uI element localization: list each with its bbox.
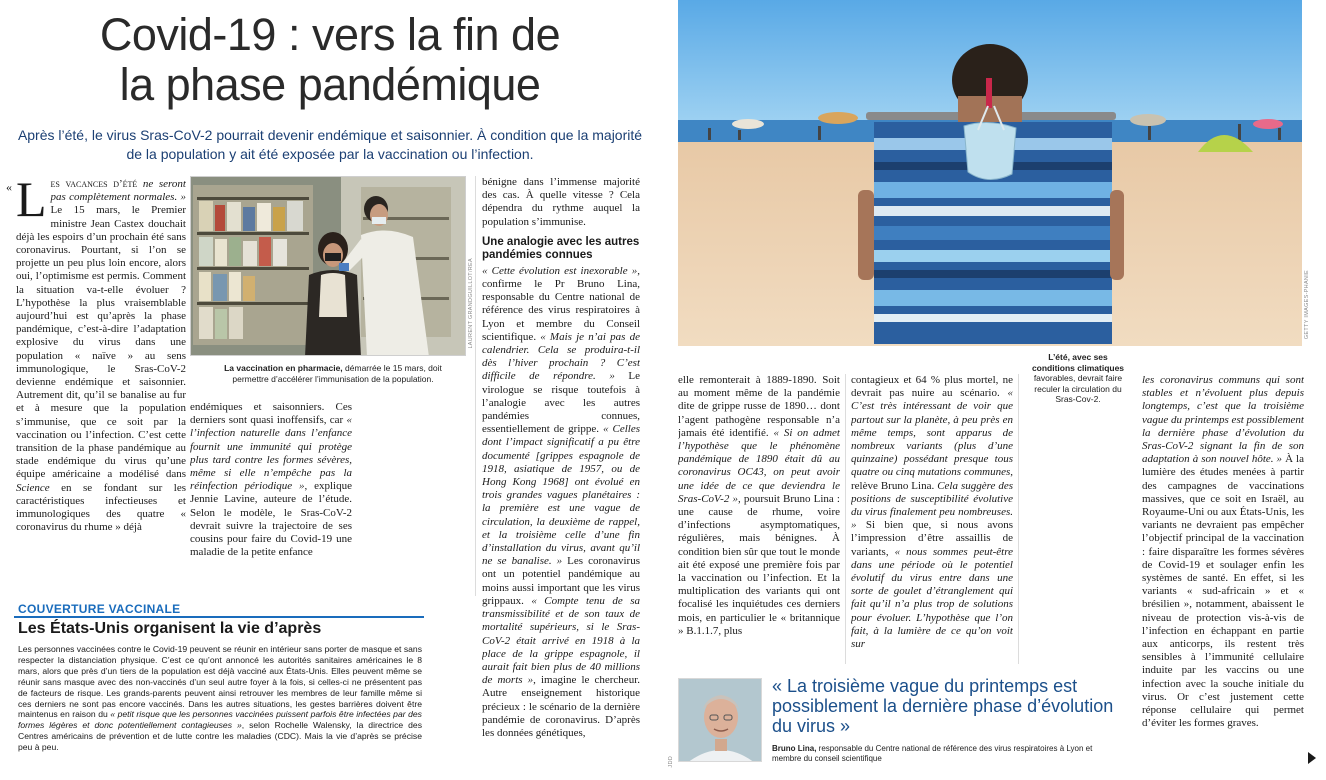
subhead-analogie: Une analogie avec les autres pandémies connues [482, 235, 640, 261]
pull-quote-attribution [772, 744, 1112, 764]
beach-caption-text: favorables, devrait faire reculer la circulation du Sras-Cov-2. [1033, 373, 1123, 404]
body-column-6-text: les coronavirus communs qui sont stables et n’évoluent plus depuis longtemps, c’est que la troisième vague du printemps est possiblement la dernière phase d’évolution du Sras-CoV-2 signant la fin de son adaptation à son nouvel hôte. » À la lumière des études menées à partir des campagnes de vaccinations massives, que ce soit en Israël, au Royaume-Uni ou aux États-Unis, les variants ne devraient pas empêcher l’objectif principal de la vaccination : faire disparaître les formes sévères de Covid-19 et soulager enfin les systèmes de santé. En effet, si les variants « sud-africain » et « brésilien », notamment, abaissent le niveau de protection vis-à-vis de l’infection en échappant en partie aux anticorps, ils restent très sensibles à l’immunité cellulaire induite par les vaccins ou une infection avec la souche initiale du virus. Or c’est justement cette réponse cellulaire qui permet d’éviter les formes graves. [1142, 374, 1304, 730]
body-column-2 [190, 401, 352, 575]
body-column-3-intro: bénigne dans l’immense majorité des cas. À quelle vitesse ? Cela dépendra du rythme auquel la population s’immunise. [482, 176, 640, 228]
column-rule [1018, 374, 1019, 664]
body-column-1-text: es vacances d’été ne seront pas complètement normales. » Le 15 mars, le Premier ministre Jean Castex douchait déjà les espoirs d’un prochain été sans coronavirus. Pourtant, si l’on se projette un peu plus loin encore, alors oui, l’optimisme est permis. Comment la situation va-t-elle évoluer ? L’hypothèse la plus vraisemblable aujourd’hui est qu’après la phase pandémique, c’est-à-dire l’adaptation explosive du virus dans une population « naïve » au sens immunologique, le Sras-CoV-2 devienne endémique et saisonnier. Autrement dit, qu’il se banalise au fur et à mesure que la population s’immunise, que ce soit par la vaccination ou l’infection. C’est cette transition de la phase pandémique au stade endémique du virus qu’une équipe américaine a modélisé dans Science en se fondant sur les caractéristiques infectieuses et immunologiques des quatre « coronavirus du rhume » déjà [16, 178, 186, 534]
body-column-5-text: contagieux et 64 % plus mortel, ne devrait pas nuire au scénario. « C’est très intéressant de voir que partout sur la planète, à peu près en même temps, sont apparus de nombreux variants (plus d’une quinzaine) possédant presque tous quatre ou cinq mutations communes, relève Bruno Lina. Cela suggère des positions de susceptibilité évolutive du virus finalement peu nombreuses. » Si bien que, si nous avons l’impression d’être assaillis de variants, « nous sommes peut-être dans une période où le potentiel évolutif du virus entre dans une sorte de goulet d’étranglement qui fait qu’il n’a plus trop de solutions pour évoluer. L’hypothèse que l’on fait, à la lumière de ce qu’on voit sur [851, 374, 1013, 651]
body-column-4 [678, 374, 840, 664]
drop-cap: L [16, 178, 47, 227]
body-column-3 [482, 176, 640, 772]
pharmacy-caption-bold: La vaccination en pharmacie, [224, 363, 343, 373]
pull-quote-text: « La troisième vague du printemps est possiblement la dernière phase d’évolution du virus » [772, 676, 1114, 736]
pharmacy-caption-text: démarrée le 15 mars, doit permettre d’accélérer l’immunisation de la population. [232, 363, 442, 384]
pull-quote-name: Bruno Lina, [772, 744, 817, 753]
beach-caption-bold: L’été, avec ses conditions climatiques [1031, 352, 1125, 373]
box-title: Les États-Unis organisent la vie d’après [18, 620, 322, 637]
pull-quote-block [678, 674, 1118, 774]
bruno-lina-portrait [678, 678, 762, 762]
body-column-5 [851, 374, 1013, 664]
box-text: Les personnes vaccinées contre le Covid-19 peuvent se réunir en intérieur sans porter de masque et sans respecter la distanciation physique. C’est ce qu’ont annoncé les autorités sanitaires américaines le 8 mars, alors que près d’un tiers de la population est déjà vacciné aux États-Unis. Elles peuvent même se réunir sans masque avec des non-vaccinés d’un seul autre foyer à la fois, si celles-ci ne présentent pas de facteurs de risque. Les grands-parents peuvent ainsi retrouver les membres de leur famille même si ces derniers ne sont pas encore vaccinés. Dans les autres situations, les gestes barrières doivent être maintenus en raison du « petit risque que les personnes vaccinées puissent parfois être infectées par des formes légères et donc potentiellement contagieuses », selon Rochelle Walensky, la directrice des Centres américains de prévention et de lutte contre les maladies (CDC). Mais la vie d’après se précise peu à peu. [18, 644, 422, 753]
column-rule [845, 374, 846, 664]
beach-photo-caption [1028, 352, 1128, 405]
box-divider [14, 616, 424, 618]
pharmacy-photo-caption [208, 363, 458, 384]
body-column-2-text: endémiques et saisonniers. Ces derniers sont quasi inoffensifs, car « l’infection naturelle dans l’enfance fournit une immunité qui protège plus tard contre les formes sévères, même si elle n’empêche pas la réinfection périodique », explique Jennie Lavine, auteure de l’étude. Selon le modèle, le Sras-CoV-2 devrait suivre la trajectoire de ses cousins pour faire du Covid-19 une maladie de la petite enfance [190, 401, 352, 559]
box-kicker: COUVERTURE VACCINALE [18, 602, 181, 616]
pharmacy-photo [190, 176, 466, 356]
column-rule [475, 176, 476, 596]
opening-quote-mark: « [6, 180, 12, 194]
article-headline [20, 10, 640, 110]
body-column-3-text: « Cette évolution est inexorable », confirme le Pr Bruno Lina, responsable du Centre national de référence des virus respiratoires à Lyon et membre du Conseil scientifique. « Mais je n’ai pas de calendrier. Cela se produira-t-il dès l’hiver prochain ? C’est difficile de répondre. » Le virologue se risque toutefois à l’analogie avec les autres pandémies connues, essentiellement de grippe. « Celles dont l’impact significatif a pu être documenté [grippes espagnole de 1918, asiatique de 1957, ou de Hong Kong 1968] ont évolué en trois grandes vagues planétaires : la première est une vague de circulation, la deuxième de rappel, et la troisième celle d’une fin d’installation du virus, avant qu’il ne se banalise. » Les coronavirus ont un potentiel pandémique au moins aussi important que les virus grippaux. « Compte tenu de sa transmissibilité et de son taux de mortalité supérieurs, si le Sras-CoV-2 était arrivé en 1918 à la place de la grippe espagnole, il aurait fait bien plus de 40 millions de morts », imagine le chercheur. Autre enseignement historique précieux : le scénario de la dernière pandémie de coronavirus. D’après les données génétiques, [482, 264, 640, 739]
body-column-4-text: elle remonterait à 1889-1890. Soit au moment même de la pandémie dite de grippe russe de 1890… dont l’agent pathogène responsable n’a jamais été identifié. « Si on admet l’hypothèse que le phénomène pandémique de 1890 était dû au coronavirus OC43, on peut avoir une idée de ce que deviendra le Sras-CoV-2 », poursuit Bruno Lina : une cause de rhume, voire d’infections asymptomatiques, régulières, mais bénignes. À condition bien sûr que tout le monde ait été exposé une première fois par la vaccination ou l’infection. Et la multiplication des variants qui ont focalisé les inquiétudes ces derniers mois, en particulier le « britannique » B.1.1.7, plus [678, 374, 840, 637]
body-column-6 [1142, 374, 1304, 774]
beach-photo [678, 0, 1302, 346]
next-page-arrow[interactable] [1308, 752, 1316, 764]
article-standfirst: Après l’été, le virus Sras-CoV-2 pourrait devenir endémique et saisonnier. À condition que la majorité de la population y ait été exposée par la vaccination ou l’infection. [17, 127, 643, 162]
portrait-credit: JDD [668, 756, 674, 768]
body-column-1 [16, 178, 186, 576]
headline-line-2: la phase pandémique [119, 59, 541, 110]
coverage-box [14, 598, 424, 774]
pull-quote-role: responsable du Centre national de référence des virus respiratoires à Lyon et membre du conseil scientifique [772, 744, 1093, 763]
pharmacy-photo-credit: LAURENT GRANDGUILLOT/REA [468, 258, 474, 349]
beach-photo-credit: GETTY IMAGES-PHANIE [1304, 270, 1310, 340]
headline-line-1: Covid-19 : vers la fin de [99, 9, 561, 60]
